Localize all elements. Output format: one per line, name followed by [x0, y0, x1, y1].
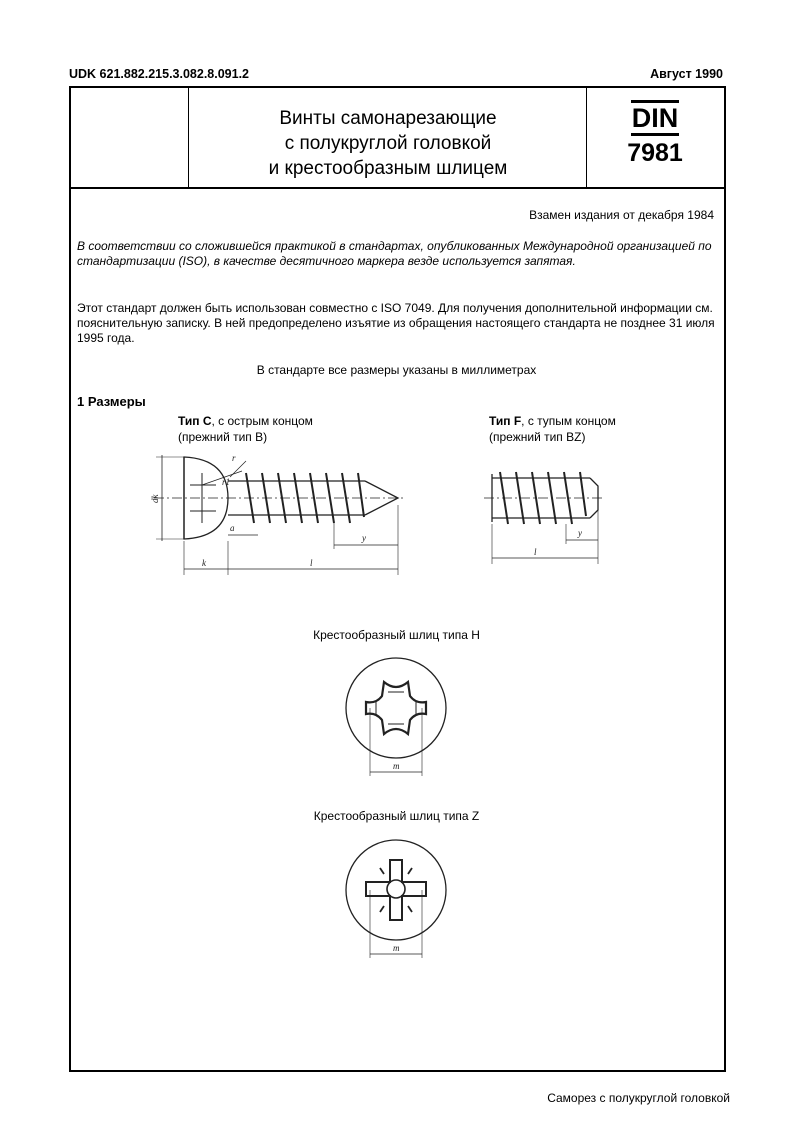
- dim-r: r: [232, 453, 236, 463]
- type-c-label: Тип C: [178, 414, 212, 428]
- type-c-screw-drawing: [150, 445, 410, 580]
- dim-y: y: [578, 528, 582, 538]
- dim-m: m: [393, 761, 400, 771]
- dim-a: a: [230, 523, 235, 533]
- dim-l: l: [534, 547, 537, 557]
- type-c-caption: [178, 413, 313, 445]
- title-line-1: Винты самонарезающие: [279, 108, 497, 129]
- head-circle: [346, 658, 446, 758]
- cross-recess-z: [366, 860, 426, 920]
- dim-m: m: [393, 943, 400, 953]
- type-f-screw-drawing: [482, 460, 607, 570]
- z-ribs: [380, 868, 412, 912]
- dim-k: k: [202, 558, 206, 568]
- slot-h-caption: Крестообразный шлиц типа H: [313, 628, 480, 642]
- udk-code: UDK 621.882.215.3.082.8.091.2: [69, 67, 249, 81]
- publication-date: Август 1990: [650, 67, 723, 81]
- title-divider-right: [586, 86, 587, 189]
- head-circle: [346, 840, 446, 940]
- footer-caption: Саморез с полукруглой головкой: [547, 1091, 730, 1105]
- title-divider-left: [188, 86, 189, 189]
- cross-recess-h: [366, 682, 426, 734]
- type-c-desc: , с острым концом: [211, 414, 313, 428]
- dim-l: l: [310, 558, 313, 568]
- type-f-label: Тип F: [489, 414, 522, 428]
- din-number: 7981: [627, 139, 683, 167]
- din-designation: [588, 100, 722, 168]
- dim-r1: r1: [222, 477, 231, 487]
- slot-h-drawing: [336, 652, 458, 780]
- slot-z-caption: Крестообразный шлиц типа Z: [313, 809, 480, 823]
- title-line-2: с полукруглой головкой: [284, 133, 492, 154]
- document-title: [190, 106, 586, 181]
- usage-note: Этот стандарт должен быть использован совместно с ISO 7049. Для получения дополнительной информации см. пояснительную записку. В ней предопределено изъятие из обращения настоящего стандарта не позднее 31 июля 1995 года.: [77, 301, 715, 345]
- title-line-3: и крестообразным шлицем: [268, 158, 508, 179]
- decimal-marker-note: В соответствии со сложившейся практикой в стандартах, опубликованных Международной организацией по стандартизации (ISO), в качестве десятичного маркера везде используется запятая.: [77, 239, 712, 268]
- dim-y: y: [362, 533, 366, 543]
- slot-z-drawing: [336, 832, 458, 962]
- din-label: DIN: [631, 100, 680, 136]
- dim-dk: dk: [150, 494, 160, 503]
- units-note: В стандарте все размеры указаны в миллиметрах: [256, 363, 537, 377]
- type-f-former: (прежний тип BZ): [489, 430, 586, 444]
- type-f-caption: [489, 413, 616, 445]
- type-c-former: (прежний тип B): [178, 430, 268, 444]
- section-heading: 1 Размеры: [77, 394, 146, 409]
- replaces-edition: Взамен издания от декабря 1984: [529, 208, 714, 222]
- type-f-desc: , с тупым концом: [521, 414, 616, 428]
